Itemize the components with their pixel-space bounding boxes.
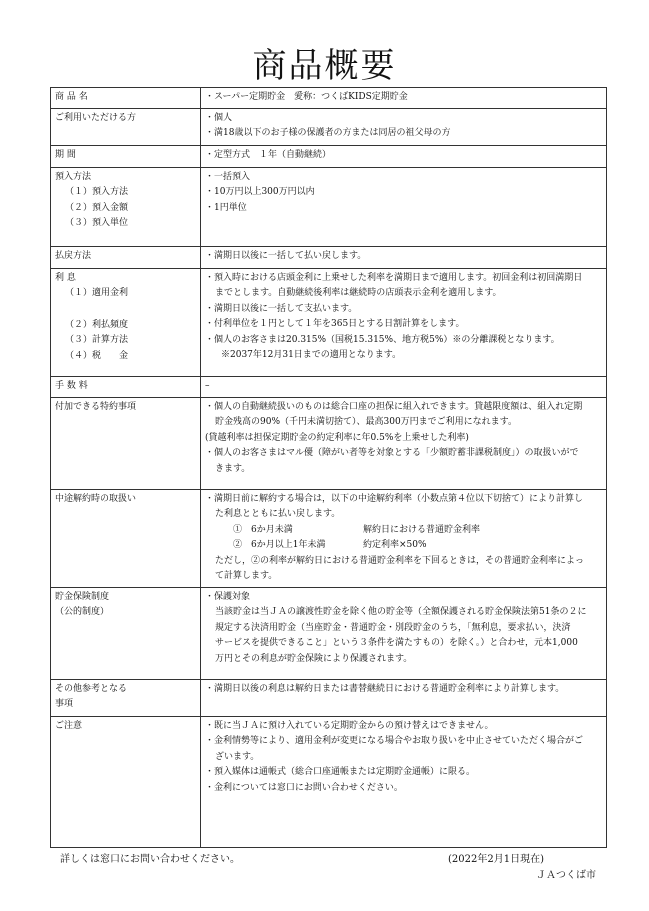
label-early-cancel: 中途解約時の取扱い (51, 489, 201, 587)
value-other-reference (201, 679, 607, 716)
page-title: 商品概要 (252, 46, 397, 86)
row-other-reference (51, 679, 607, 716)
insurance-line: 規定する決済用貯金（当座貯金・普通貯金・別段貯金のうち，「無利息，要求払い，決済 (215, 622, 571, 633)
value-special-terms (201, 397, 607, 489)
insurance-label-line: （公的制度） (55, 607, 110, 617)
interest-sub-label: （２）利払頻度 (65, 319, 129, 330)
cancel-rate-period: ② 6か月以上1年未満 (233, 540, 326, 550)
cancel-rate-row (205, 538, 602, 554)
interest-heading: 利 息 (55, 272, 76, 283)
interest-line: ・預入時における店頭金利に上乗せした利率を満期日まで適用します。初回金利は初回満期日 (205, 272, 583, 283)
label-notes: ご注意 (51, 716, 201, 847)
interest-sub-label: （４）税 金 (65, 350, 129, 361)
eligible-line: ・個人 (205, 112, 233, 123)
period-text: ・定型方式 １年（自動継続） (205, 149, 332, 160)
cancel-line: て計算します。 (215, 571, 278, 581)
row-eligible (51, 108, 607, 145)
insurance-line: サービスを提供できること」という３条件を満たすもの）を除く。）と合わせ，元本1,000 (215, 638, 578, 648)
cancel-rate-period: ① 6か月未満 (233, 524, 293, 535)
row-deposit-insurance (51, 587, 607, 679)
product-summary-table (50, 87, 607, 848)
special-line: (貸越利率は担保定期貯金の約定利率に年0.5%を上乗せした利率) (205, 432, 469, 443)
interest-line: ※2037年12月31日までの適用となります。 (221, 350, 402, 360)
row-special-terms (51, 397, 607, 489)
value-deposit (201, 167, 607, 246)
deposit-value: ・一括預入 (205, 171, 251, 182)
notes-line: ・金利情勢等により、適用金利が変更になる場合やお取り扱いを中止させていただく場合がご (205, 736, 584, 746)
other-label-line: 事項 (55, 699, 74, 709)
other-text: ・満期日以後の利息は解約日または書替継続日における普通貯金利率により計算します。 (205, 683, 565, 694)
interest-line: までとします。自動継続後利率は継続時の店頭表示金利を適用します。 (215, 288, 502, 298)
deposit-sub-label: （２）預入金額 (65, 202, 129, 213)
label-eligible: ご利用いただける方 (51, 108, 201, 145)
cancel-line: ただし，②の利率が解約日における普通貯金利率を下回るときは，その普通貯金利率によっ (215, 555, 585, 566)
footer-contact: 詳しくは窓口にお問い合わせください。 (60, 854, 240, 865)
row-interest (51, 268, 607, 376)
cancel-line: た利息とともに払い戻します。 (215, 509, 341, 519)
special-line: 貯金残高の90%（千円未満切捨て）、最高300万円までご利用になれます。 (215, 417, 517, 427)
product-name-text: ・スーパー定期貯金 愛称：つくばKIDS定期貯金 (205, 92, 408, 102)
insurance-line: ・保護対象 (205, 591, 251, 602)
label-other-reference (51, 679, 201, 716)
interest-line: ・個人のお客さまは20.315%（国税15.315%、地方税5%）※の分離課税となります。 (205, 334, 560, 345)
cancel-rate-value: 約定利率×50% (363, 540, 427, 550)
notes-line: ざいます。 (215, 751, 260, 762)
notes-line: ・預入媒体は通帳式（総合口座通帳または定期貯金通帳）に限る。 (205, 767, 476, 777)
interest-line: ・満期日以後に一括して支払います。 (205, 303, 358, 314)
deposit-heading: 預入方法 (55, 171, 92, 182)
cancel-rate-value: 解約日における普通貯金利率 (363, 524, 481, 535)
label-product-name: 商 品 名 (51, 88, 201, 109)
footer-organization: ＪＡつくば市 (536, 870, 596, 881)
insurance-label-line: 貯金保険制度 (55, 591, 110, 602)
payout-text: ・満期日以後に一括して払い戻します。 (205, 250, 367, 261)
deposit-sub-label: （１）預入方法 (65, 187, 129, 197)
value-early-cancel (201, 489, 607, 587)
insurance-line: 当該貯金は当ＪＡの譲渡性貯金を除く他の貯金等（全額保護される貯金保険法第51条の２に (215, 607, 587, 617)
value-payout (201, 246, 607, 268)
interest-line: ・付利単位を１円として１年を365日とする日割計算をします。 (205, 319, 465, 329)
value-period (201, 145, 607, 167)
label-deposit (51, 167, 201, 246)
value-product-name (201, 88, 607, 109)
label-fee: 手 数 料 (51, 376, 201, 397)
footer-date: (2022年2月1日現在) (448, 854, 544, 865)
deposit-sub-label: （３）預入単位 (65, 218, 129, 228)
interest-sub-label: （１）適用金利 (65, 288, 129, 298)
row-payout (51, 246, 607, 268)
cancel-rate-row (205, 523, 602, 539)
fee-text: – (205, 380, 210, 391)
label-interest (51, 268, 201, 376)
interest-sub-label: （３）計算方法 (65, 335, 129, 345)
cancel-line: ・満期日前に解約する場合は，以下の中途解約利率（小数点第４位以下切捨て）により計算し (205, 493, 584, 504)
row-deposit (51, 167, 607, 246)
value-interest (201, 268, 607, 376)
other-label-line: その他参考となる (55, 683, 128, 694)
row-period (51, 145, 607, 167)
row-fee (51, 376, 607, 397)
special-line: ・個人のお客さまはマル優（障がい者等を対象とする「少額貯蓄非課税制度」）の取扱いがで (205, 448, 579, 458)
label-deposit-insurance (51, 587, 201, 679)
row-product-name (51, 88, 607, 109)
row-notes (51, 716, 607, 847)
eligible-line: ・満18歳以下のお子様の保護者の方または同居の祖父母の方 (205, 128, 451, 138)
insurance-line: 万円とその利息が貯金保険により保護されます。 (215, 653, 413, 664)
label-period: 期 間 (51, 145, 201, 167)
label-special-terms: 付加できる特約事項 (51, 397, 201, 489)
notes-line: ・既に当ＪＡに預け入れている定期貯金からの預け替えはできません。 (205, 720, 494, 731)
row-early-cancel (51, 489, 607, 587)
deposit-value: ・1円単位 (205, 202, 247, 213)
value-notes (201, 716, 607, 847)
special-line: きます。 (215, 463, 251, 474)
value-deposit-insurance (201, 587, 607, 679)
label-payout: 払戻方法 (51, 246, 201, 268)
notes-line: ・金利については窓口にお問い合わせください。 (205, 782, 403, 793)
deposit-value: ・10万円以上300万円以内 (205, 187, 315, 197)
value-eligible (201, 108, 607, 145)
special-line: ・個人の自動継続扱いのものは総合口座の担保に組入れできます。貸越限度額は、組入れ定期 (205, 401, 583, 412)
value-fee (201, 376, 607, 397)
